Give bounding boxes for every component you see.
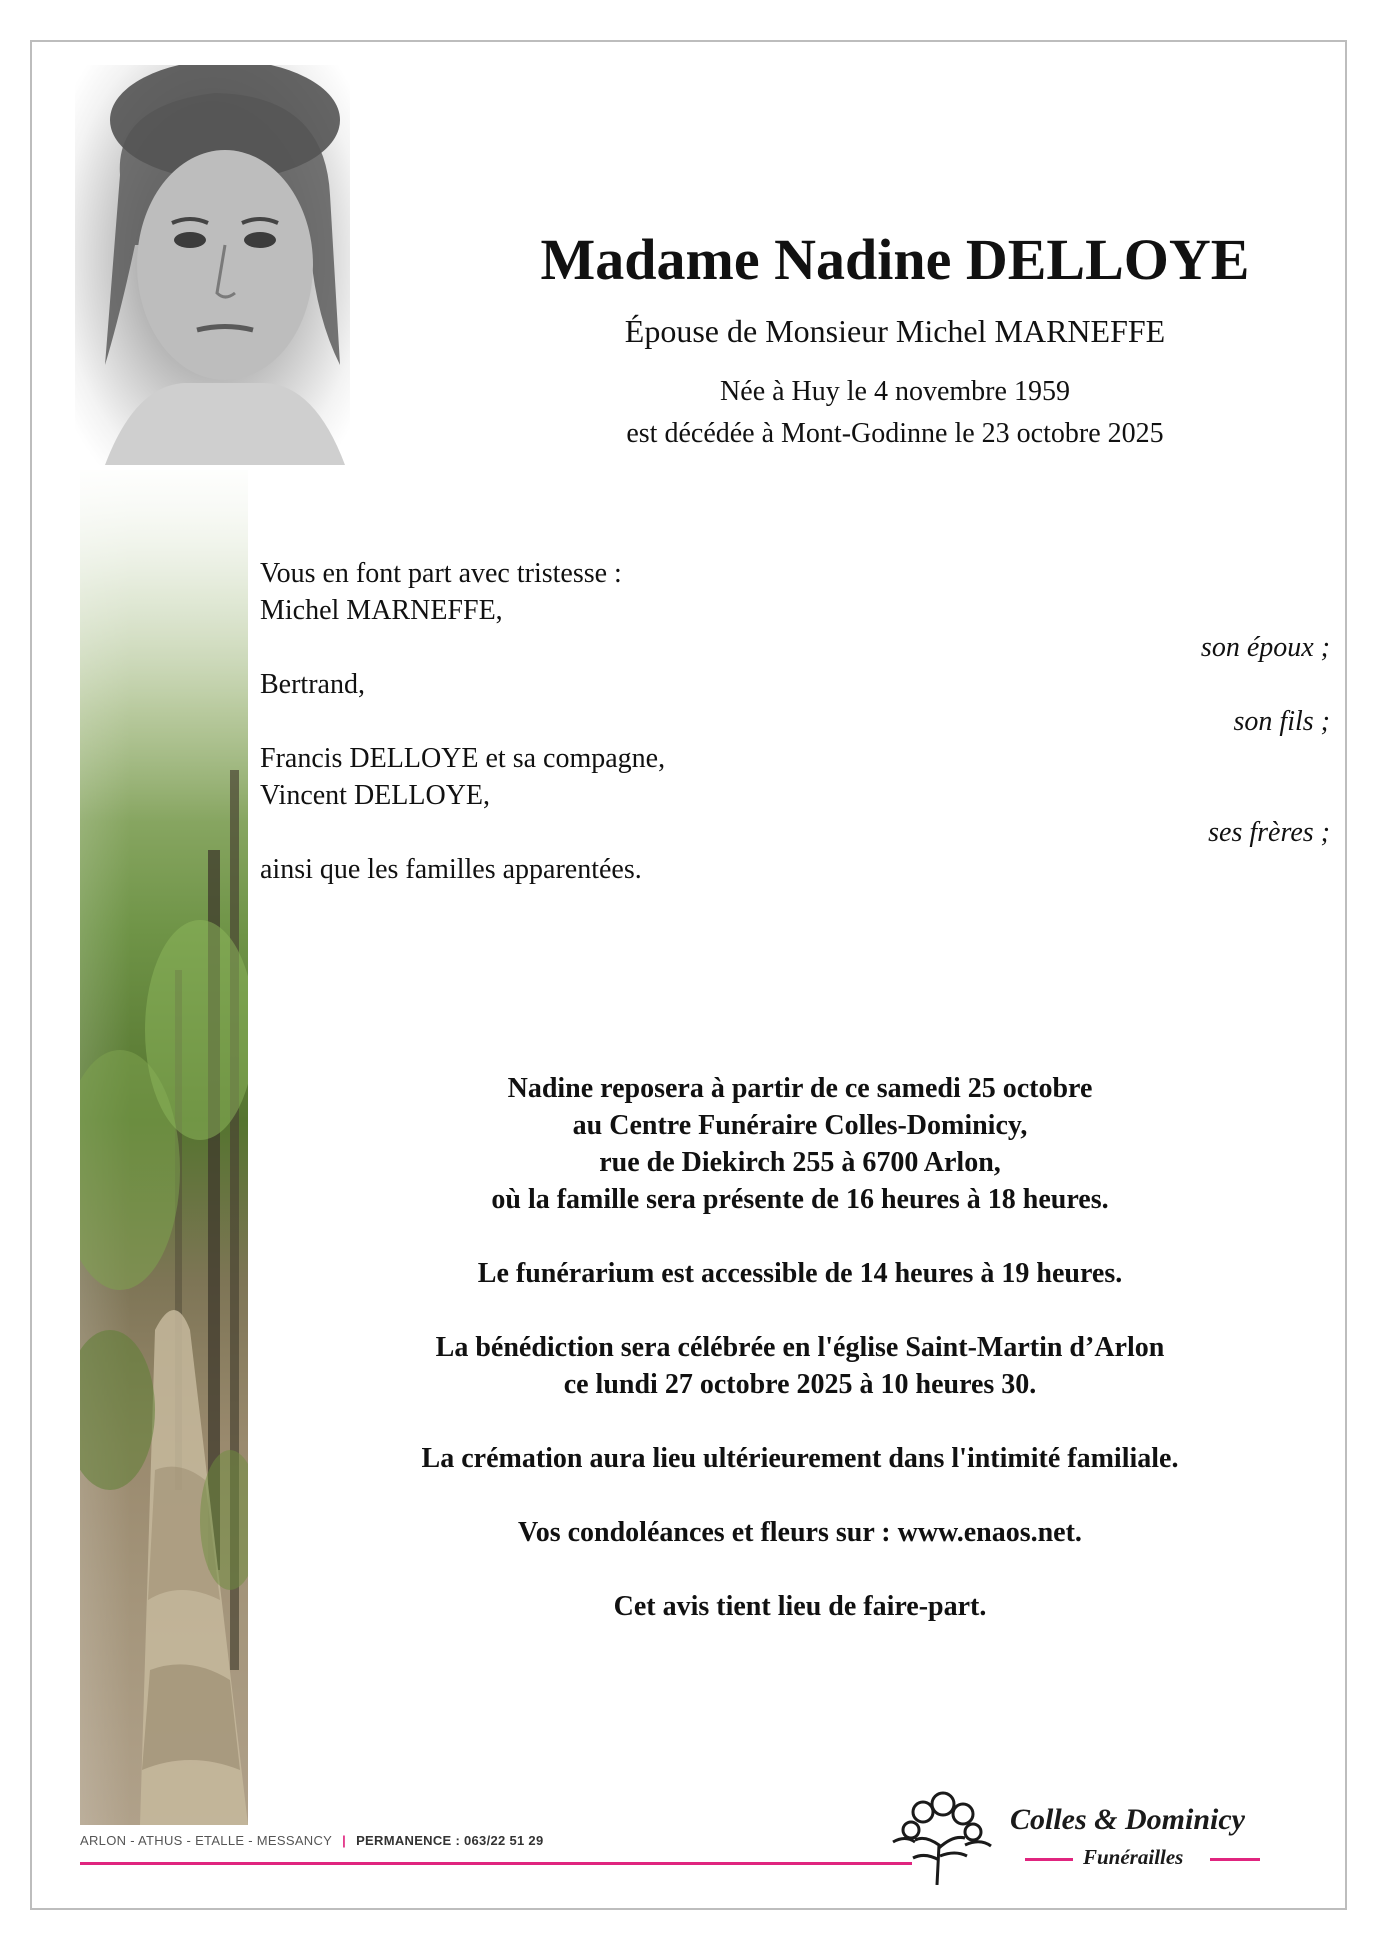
mourners-closing: ainsi que les familles apparentées. bbox=[260, 854, 642, 885]
relation-label: ses frères ; bbox=[1208, 817, 1330, 848]
mourners-intro: Vous en font part avec tristesse : bbox=[260, 558, 622, 589]
spouse-line: Épouse de Monsieur Michel MARNEFFE bbox=[624, 313, 1166, 349]
portrait-photo bbox=[75, 65, 350, 465]
forest-path-image bbox=[80, 470, 248, 1825]
visitation-text: rue de Diekirch 255 à 6700 Arlon, bbox=[599, 1147, 1001, 1178]
spacer bbox=[300, 1403, 1300, 1440]
tree-icon bbox=[885, 1790, 995, 1885]
footer-accent-line bbox=[80, 1862, 912, 1865]
forest-illustration bbox=[80, 470, 248, 1825]
mourner-line: Bertrand, bbox=[260, 669, 365, 700]
logo-accent-line bbox=[1210, 1858, 1260, 1861]
deceased-name: Madame Nadine DELLOYE bbox=[540, 227, 1250, 292]
spacer bbox=[300, 1218, 1300, 1255]
footer-separator: | bbox=[342, 1833, 347, 1848]
visitation-text: au Centre Funéraire Colles-Dominicy, bbox=[572, 1110, 1028, 1141]
funerarium-hours: Le funérarium est accessible de 14 heures à 19 heures. bbox=[477, 1258, 1123, 1289]
spacer bbox=[300, 1551, 1300, 1588]
visitation-text: Nadine reposera à partir de ce samedi 25 octobre bbox=[507, 1073, 1093, 1104]
dates-block bbox=[480, 371, 1310, 455]
mourner-line: Michel MARNEFFE, bbox=[260, 595, 503, 626]
footer-contact bbox=[80, 1833, 544, 1848]
logo-title: Colles & Dominicy bbox=[1010, 1803, 1245, 1836]
footer-locations: ARLON - ATHUS - ETALLE - MESSANCY bbox=[80, 1833, 333, 1848]
funeral-info bbox=[300, 1070, 1300, 1625]
logo-subtitle: Funérailles bbox=[1083, 1845, 1184, 1869]
death-line: est décédée à Mont-Godinne le 23 octobre 2025 bbox=[626, 418, 1164, 449]
deceased-header bbox=[480, 225, 1310, 455]
logo-accent-line bbox=[1025, 1858, 1073, 1861]
blessing-text: La bénédiction sera célébrée en l'église Saint-Martin d’Arlon bbox=[435, 1332, 1165, 1363]
mourners-list bbox=[260, 555, 1330, 888]
birth-line: Née à Huy le 4 novembre 1959 bbox=[720, 376, 1070, 407]
mourner-line: Vincent DELLOYE, bbox=[260, 780, 491, 811]
spacer bbox=[300, 1292, 1300, 1329]
funeral-home-logo bbox=[885, 1790, 1305, 1890]
blessing-text: ce lundi 27 octobre 2025 à 10 heures 30. bbox=[563, 1369, 1037, 1400]
condolences-text: Vos condoléances et fleurs sur : www.enaos.net. bbox=[518, 1517, 1082, 1548]
cremation-text: La crémation aura lieu ultérieurement dans l'intimité familiale. bbox=[421, 1443, 1179, 1474]
portrait-illustration bbox=[75, 65, 350, 465]
footer-permanence: PERMANENCE : 063/22 51 29 bbox=[356, 1833, 544, 1848]
visitation-text: où la famille sera présente de 16 heures à 18 heures. bbox=[491, 1184, 1109, 1215]
relation-label: son époux ; bbox=[1200, 632, 1330, 663]
relation-label: son fils ; bbox=[1233, 706, 1330, 737]
notice-text: Cet avis tient lieu de faire-part. bbox=[613, 1591, 987, 1622]
mourner-line: Francis DELLOYE et sa compagne, bbox=[260, 743, 666, 774]
spacer bbox=[300, 1477, 1300, 1514]
